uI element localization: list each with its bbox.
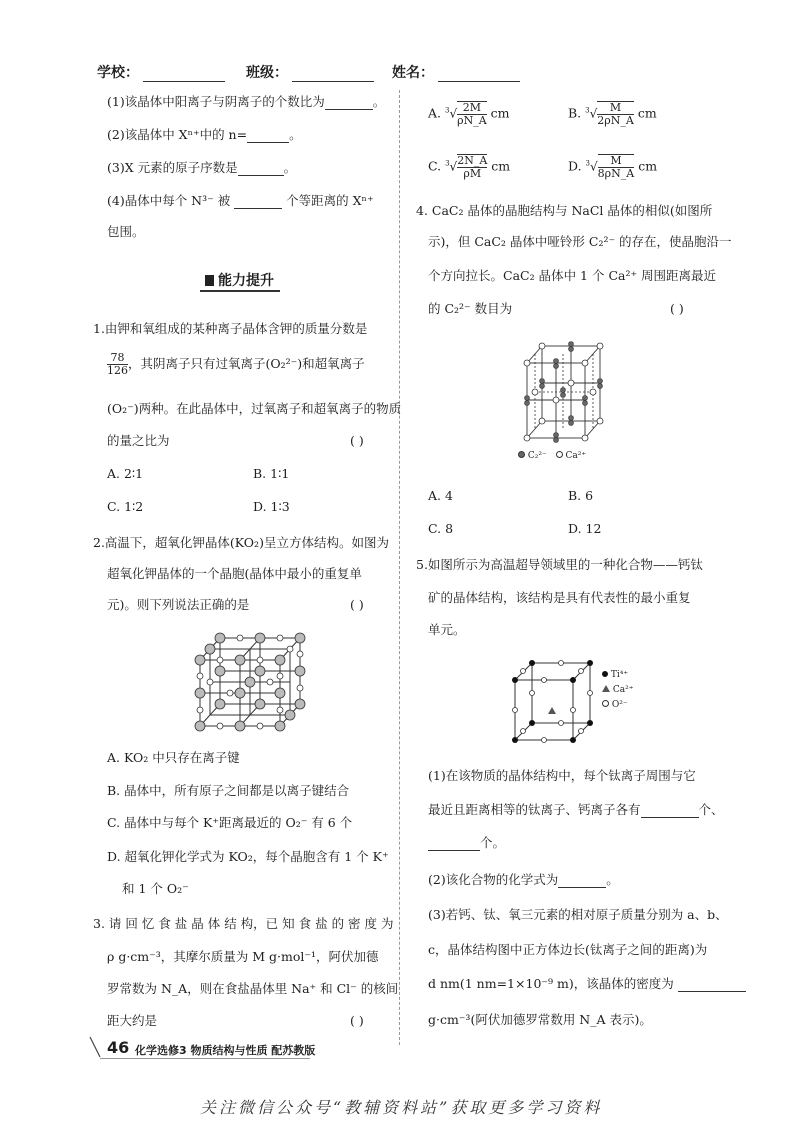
footer-rule: [100, 1058, 310, 1059]
q2-line3: 元)。则下列说法正确的是: [107, 597, 250, 612]
q2-option-c[interactable]: C. 晶体中与每个 K⁺距离最近的 O₂⁻ 有 6 个: [107, 815, 353, 830]
q3-option-b[interactable]: B. $^3$√ $\frac{M}{2\rho N\_A}$ cm: [568, 101, 657, 127]
q3-option-a[interactable]: A. $^3$√ $\frac{2M}{\rho N\_A}$ cm: [428, 101, 510, 127]
q3-paren: ( ): [350, 1013, 364, 1028]
q1-line1: 1.由钾和氧组成的某种离子晶体含钾的质量分数是: [93, 321, 368, 336]
q1-option-d[interactable]: D. 1∶3: [253, 499, 290, 514]
c2-legend-icon: [518, 451, 525, 458]
q2-paren: ( ): [350, 597, 364, 612]
q1-paren: ( ): [350, 433, 364, 448]
q5-legend: Ti⁴⁺ Ca²⁺ O²⁻: [602, 668, 634, 713]
q2-line2: 超氧化钾晶体的一个晶胞(晶体中最小的重复单: [107, 566, 362, 581]
q5-p2: (2)该化合物的化学式为 。: [428, 872, 619, 887]
q2-option-b[interactable]: B. 晶体中，所有原子之间都是以离子键结合: [107, 783, 350, 798]
q5-p3-line1: (3)若钙、钛、氧三元素的相对原子质量分别为 a、b、: [428, 907, 728, 922]
q5-line2: 矿的晶体结构，该结构是具有代表性的最小重复: [428, 590, 691, 605]
q4-line4: 的 C₂²⁻ 数目为: [428, 301, 513, 316]
q4-legend: C₂²⁻ Ca²⁺: [518, 448, 586, 464]
q5-line1: 5.如图所示为高温超导领域里的一种化合物——钙钛: [416, 557, 703, 572]
watermark-text: 关注微信公众号“教辅资料站”获取更多学习资料: [200, 1098, 603, 1117]
q1-option-b[interactable]: B. 1∶1: [253, 466, 290, 481]
q5-p1-line1: (1)在该物质的晶体结构中，每个钛离子周围与它: [428, 768, 696, 783]
prev-q-part4: (4)晶体中每个 N³⁻ 被 个等距离的 Xⁿ⁺: [107, 193, 374, 208]
class-label: 班级：: [246, 65, 288, 81]
q3-line3: 罗常数为 N_A，则在食盐晶体里 Na⁺ 和 Cl⁻ 的核间: [107, 981, 399, 996]
ca-triangle-legend-icon: [602, 685, 610, 692]
q4-option-a[interactable]: A. 4: [428, 488, 453, 503]
q2-option-d-cont: 和 1 个 O₂⁻: [122, 881, 189, 896]
cac2-crystal-figure: [515, 338, 605, 450]
school-field: [97, 62, 225, 82]
q1-line3: (O₂⁻)两种。在此晶体中，过氧离子和超氧离子的物质: [107, 401, 402, 416]
q5-p1-line3: 个。: [428, 835, 505, 851]
section-underline: [200, 290, 280, 292]
q4-option-c[interactable]: C. 8: [428, 521, 454, 536]
name-field: [392, 62, 520, 82]
q4-line3: 个方向拉长。CaC₂ 晶体中 1 个 Ca²⁺ 周围距离最近: [428, 268, 717, 283]
q1-option-a[interactable]: A. 2∶1: [107, 466, 144, 481]
prev-q-part1: (1)该晶体中阳离子与阴离子的个数比为 。: [107, 94, 386, 109]
q3-line4: 距大约是: [107, 1013, 158, 1028]
q4-option-d[interactable]: D. 12: [568, 521, 602, 536]
q5-p3-line4: g·cm⁻³(阿伏加德罗常数用 N_A 表示)。: [428, 1012, 652, 1027]
ko2-crystal-figure: [185, 628, 315, 733]
footer-slash-icon: [88, 1035, 102, 1059]
q1-option-c[interactable]: C. 1∶2: [107, 499, 144, 514]
q5-p1-line2: 最近且距离相等的钛离子、钙离子各有 个、: [428, 802, 724, 817]
prev-q-part4-end: 包围。: [107, 224, 145, 239]
q2-option-a[interactable]: A. KO₂ 中只存在离子键: [107, 750, 240, 765]
school-blank: [143, 67, 225, 82]
class-blank: [292, 67, 374, 82]
perovskite-crystal-figure: [505, 655, 600, 750]
q1-line2: $\frac{78}{126}$ ，其阴离子只有过氧离子(O₂²⁻)和超氧离子: [107, 351, 365, 377]
q4-line2: 示)，但 CaC₂ 晶体中哑铃形 C₂²⁻ 的存在，使晶胞沿一: [428, 234, 732, 249]
q4-line1: 4. CaC₂ 晶体的晶胞结构与 NaCl 晶体的相似(如图所: [416, 203, 713, 218]
q5-p3-line3: d nm(1 nm=1×10⁻⁹ m)，该晶体的密度为: [428, 976, 746, 992]
book-title: 化学选修3 物质结构与性质 配苏教版: [135, 1044, 316, 1057]
o-legend-icon: [602, 700, 609, 707]
q2-option-d[interactable]: D. 超氧化钾化学式为 KO₂，每个晶胞含有 1 个 K⁺: [107, 849, 389, 864]
q3-option-d[interactable]: D. $^3$√ $\frac{M}{8\rho N\_A}$ cm: [568, 154, 658, 180]
class-field: [246, 62, 374, 82]
prev-q-part2: (2)该晶体中 Xⁿ⁺中的 n= 。: [107, 127, 302, 142]
column-divider: [399, 90, 400, 1045]
q4-option-b[interactable]: B. 6: [568, 488, 594, 503]
prev-q-part3: (3)X 元素的原子序数是 。: [107, 160, 297, 175]
q3-line2: ρ g·cm⁻³，其摩尔质量为 M g·mol⁻¹，阿伏加德: [107, 949, 379, 964]
name-blank: [438, 67, 520, 82]
section-title: 能力提升: [205, 270, 274, 290]
q2-line1: 2.高温下，超氧化钾晶体(KO₂)呈立方体结构。如图为: [93, 535, 389, 550]
name-label: 姓名：: [392, 65, 434, 81]
q5-line3: 单元。: [428, 622, 466, 637]
q3-option-c[interactable]: C. $^3$√ $\frac{2N\_A}{\rho M}$ cm: [428, 154, 511, 180]
q4-paren: ( ): [670, 301, 684, 316]
school-label: 学校：: [97, 65, 139, 81]
section-mark-icon: [205, 275, 214, 286]
q3-line1: 3. 请 回 忆 食 盐 晶 体 结 构，已 知 食 盐 的 密 度 为: [93, 916, 394, 931]
q1-line4: 的量之比为: [107, 433, 170, 448]
ca-legend-icon: [556, 451, 563, 458]
ti-legend-icon: [602, 671, 608, 677]
q5-p3-line2: c，晶体结构图中正方体边长(钛离子之间的距离)为: [428, 942, 708, 957]
page-number: 46: [107, 1038, 130, 1057]
